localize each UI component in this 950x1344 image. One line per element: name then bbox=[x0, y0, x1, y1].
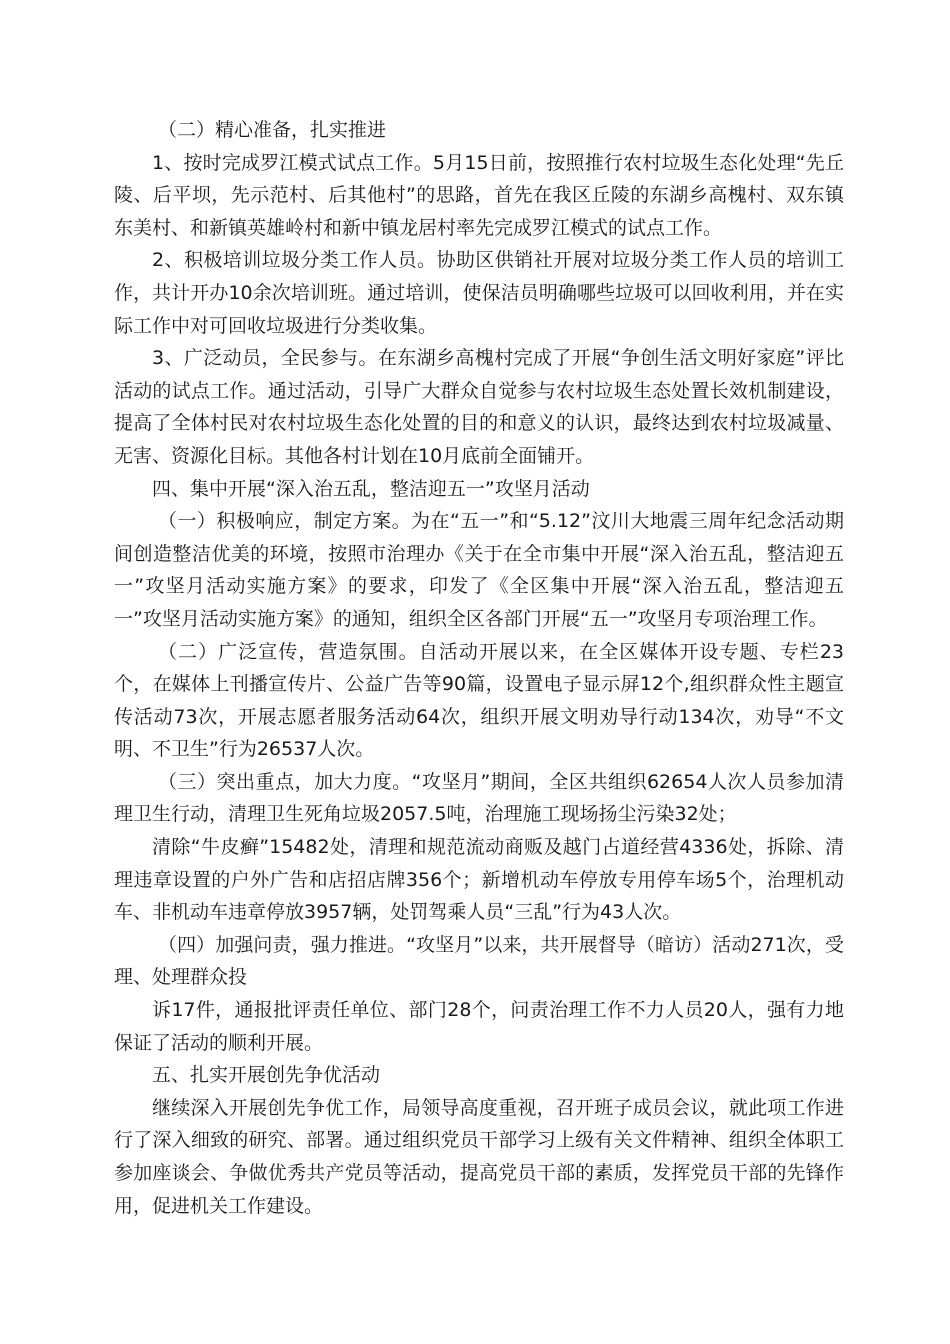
paragraph: 清除“牛皮癣”15482处，清理和规范流动商贩及越门占道经营4336处，拆除、清理违章设置的户外广告和店招店牌356个；新增机动车停放专用停车场5个，治理机动车、非机动车违章停放3957辆，处罚驾乘人员“三乱”行为43人次。 bbox=[114, 836, 844, 924]
paragraph: （二）广泛宣传，营造氛围。自活动开展以来，在全区媒体开设专题、专栏23个，在媒体上刊播宣传片、公益广告等90篇，设置电子显示屏12个,组织群众性主题宣传活动73次，开展志愿者服务活动64次，组织开展文明劝导行动134次，劝导“不文明、不卫生”行为26537人次。 bbox=[114, 640, 844, 761]
paragraph: 诉17件，通报批评责任单位、部门28个，问责治理工作不力人员20人，强有力地保证了活动的顺利开展。 bbox=[114, 999, 844, 1054]
section-heading-4: 四、集中开展“深入治五乱，整洁迎五一”攻坚月活动 bbox=[152, 477, 590, 500]
document-body bbox=[114, 114, 844, 1222]
paragraph: 3、广泛动员，全民参与。在东湖乡高槐村完成了开展“争创生活文明好家庭”评比活动的试点工作。通过活动，引导广大群众自觉参与农村垃圾生态处置长效机制建设，提高了全体村民对农村垃圾生态化处置的目的和意义的认识，最终达到农村垃圾减量、无害、资源化目标。其他各村计划在10月底前全面铺开。 bbox=[114, 347, 844, 467]
section-heading-5: 五、扎实开展创先争优活动 bbox=[152, 1064, 381, 1087]
paragraph: （四）加强问责，强力推进。“攻坚月”以来，共开展督导（暗访）活动271次，受理、处理群众投 bbox=[114, 933, 844, 989]
paragraph: （三）突出重点，加大力度。“攻坚月”期间，全区共组织62654人次人员参加清理卫生行动，清理卫生死角垃圾2057.5吨，治理施工现场扬尘污染32处； bbox=[114, 770, 844, 826]
paragraph: 2、积极培训垃圾分类工作人员。协助区供销社开展对垃圾分类工作人员的培训工作，共计开办10余次培训班。通过培训，使保洁员明确哪些垃圾可以回收利用，并在实际工作中对可回收垃圾进行分类收集。 bbox=[114, 249, 844, 337]
paragraph: （一）积极响应，制定方案。为在“五一”和“5.12”汶川大地震三周年纪念活动期间创造整洁优美的环境，按照市治理办《关于在全市集中开展“深入治五乱，整洁迎五一”攻坚月活动实施方案》的要求，印发了《全区集中开展“深入治五乱，整洁迎五一”攻坚月活动实施方案》的通知，组织全区各部门开展“五一”攻坚月专项治理工作。 bbox=[114, 510, 844, 630]
section-heading-2: （二）精心准备，扎实推进 bbox=[158, 119, 387, 141]
paragraph: 1、按时完成罗江模式试点工作。5月15日前，按照推行农村垃圾生态化处理“先丘陵、后平坝，先示范村、后其他村”的思路，首先在我区丘陵的东湖乡高槐村、双东镇东美村、和新镇英雄岭村和新中镇龙居村率先完成罗江模式的试点工作。 bbox=[114, 151, 844, 239]
paragraph: 继续深入开展创先争优工作，局领导高度重视，召开班子成员会议，就此项工作进行了深入细致的研究、部署。通过组织党员干部学习上级有关文件精神、组织全体职工参加座谈会、争做优秀共产党员等活动，提高党员干部的素质，发挥党员干部的先锋作用，促进机关工作建设。 bbox=[114, 1096, 844, 1217]
